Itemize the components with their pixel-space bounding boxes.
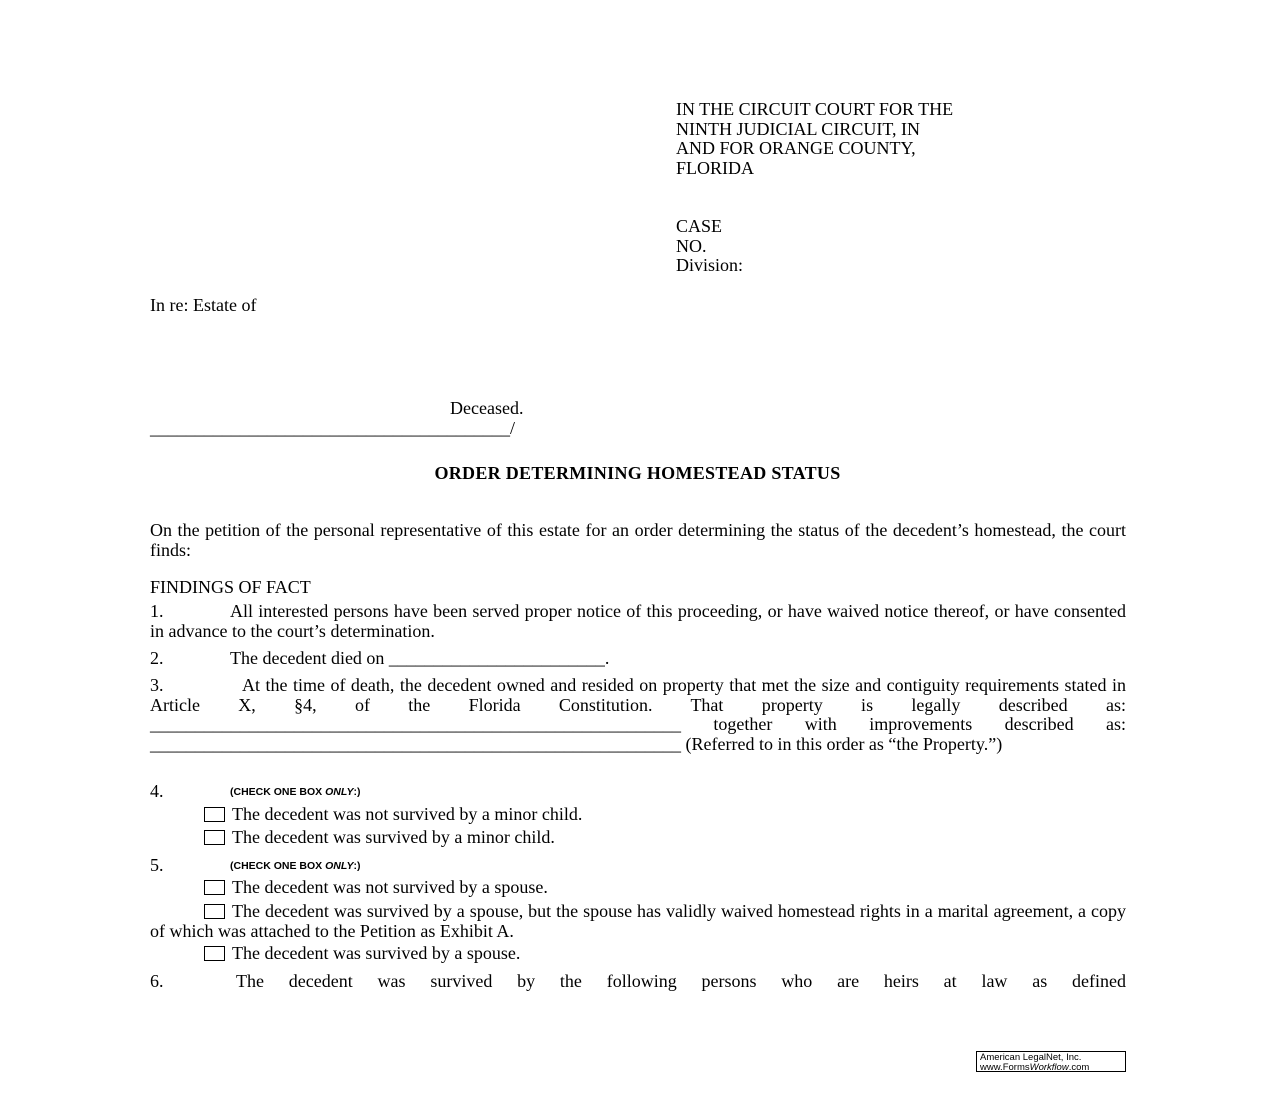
finding-number: 5. bbox=[150, 855, 164, 875]
document-title: ORDER DETERMINING HOMESTEAD STATUS bbox=[434, 463, 841, 483]
case-no-label: NO. bbox=[676, 235, 707, 256]
court-caption-line: IN THE CIRCUIT COURT FOR THE bbox=[676, 99, 954, 119]
option-label: The decedent was survived by a minor child. bbox=[232, 827, 555, 847]
findings-heading: FINDINGS OF FACT bbox=[150, 577, 311, 597]
finding-number: 1. bbox=[150, 601, 164, 621]
finding-number: 3. bbox=[150, 675, 164, 695]
case-info bbox=[676, 217, 743, 276]
finding-text: All interested persons have been served proper notice of this proceeding, or have waived notice thereof, or have consented in advance to the court’s determination. bbox=[150, 601, 1126, 641]
signature-line: ________________________________________/ bbox=[150, 418, 516, 438]
finding-number: 2. bbox=[150, 648, 164, 668]
option-label: The decedent was survived by a spouse, but the spouse has validly waived homestead rights in a marital agreement, a copy of which was attached to the Petition as Exhibit A. bbox=[150, 901, 1126, 941]
finding-4 bbox=[150, 782, 1126, 805]
finding-1 bbox=[150, 602, 1126, 641]
finding-2 bbox=[150, 649, 1126, 669]
court-caption bbox=[676, 100, 1096, 178]
in-re-estate: In re: Estate of bbox=[150, 295, 257, 315]
check-one-hint: (CHECK ONE BOX ONLY:) bbox=[230, 860, 361, 872]
court-caption-line: NINTH JUDICIAL CIRCUIT, IN bbox=[676, 118, 920, 139]
checkbox[interactable] bbox=[204, 946, 225, 961]
deceased-label: Deceased. bbox=[450, 398, 524, 418]
footer-line-2: www.FormsWorkflow.com bbox=[980, 1061, 1090, 1073]
finding-number: 4. bbox=[150, 781, 164, 801]
court-caption-line: FLORIDA bbox=[676, 157, 755, 178]
checkbox[interactable] bbox=[204, 807, 225, 822]
division-label: Division: bbox=[676, 255, 744, 275]
finding-text: The decedent was survived by the following persons who are heirs at law as defined bbox=[236, 971, 1126, 991]
option-row[interactable] bbox=[204, 828, 555, 848]
case-label: CASE bbox=[676, 216, 723, 236]
finding-text: At the time of death, the decedent owned and resided on property that met the size and contiguity requirements stated in Article X, §4, of the Florida Constitution. That property is legally described as: ___________________________________________________________ together with improvements described as: ___________________________________________________________ (Referred to in this order as “the Property.”) bbox=[150, 675, 1126, 754]
option-row[interactable] bbox=[204, 878, 548, 898]
footer-line-1: American LegalNet, Inc. bbox=[980, 1052, 1082, 1063]
option-label: The decedent was survived by a spouse. bbox=[232, 943, 521, 963]
intro-paragraph: On the petition of the personal representative of this estate for an order determining the status of the decedent’s homestead, the court finds: bbox=[150, 520, 1126, 560]
option-label: The decedent was not survived by a minor child. bbox=[232, 804, 583, 824]
finding-text: The decedent died on ________________________. bbox=[230, 648, 610, 668]
option-label: The decedent was not survived by a spouse. bbox=[232, 877, 548, 897]
check-one-hint: (CHECK ONE BOX ONLY:) bbox=[230, 786, 361, 798]
checkbox[interactable] bbox=[204, 880, 225, 895]
finding-6 bbox=[150, 972, 1126, 992]
footer-badge bbox=[976, 1051, 1126, 1072]
finding-number: 6. bbox=[150, 971, 164, 991]
option-row[interactable] bbox=[150, 902, 1126, 941]
checkbox[interactable] bbox=[204, 904, 225, 919]
option-row[interactable] bbox=[204, 805, 582, 825]
finding-3 bbox=[150, 676, 1126, 754]
option-row[interactable] bbox=[204, 944, 520, 964]
finding-5 bbox=[150, 856, 1126, 879]
checkbox[interactable] bbox=[204, 830, 225, 845]
court-caption-line: AND FOR ORANGE COUNTY, bbox=[676, 138, 916, 158]
